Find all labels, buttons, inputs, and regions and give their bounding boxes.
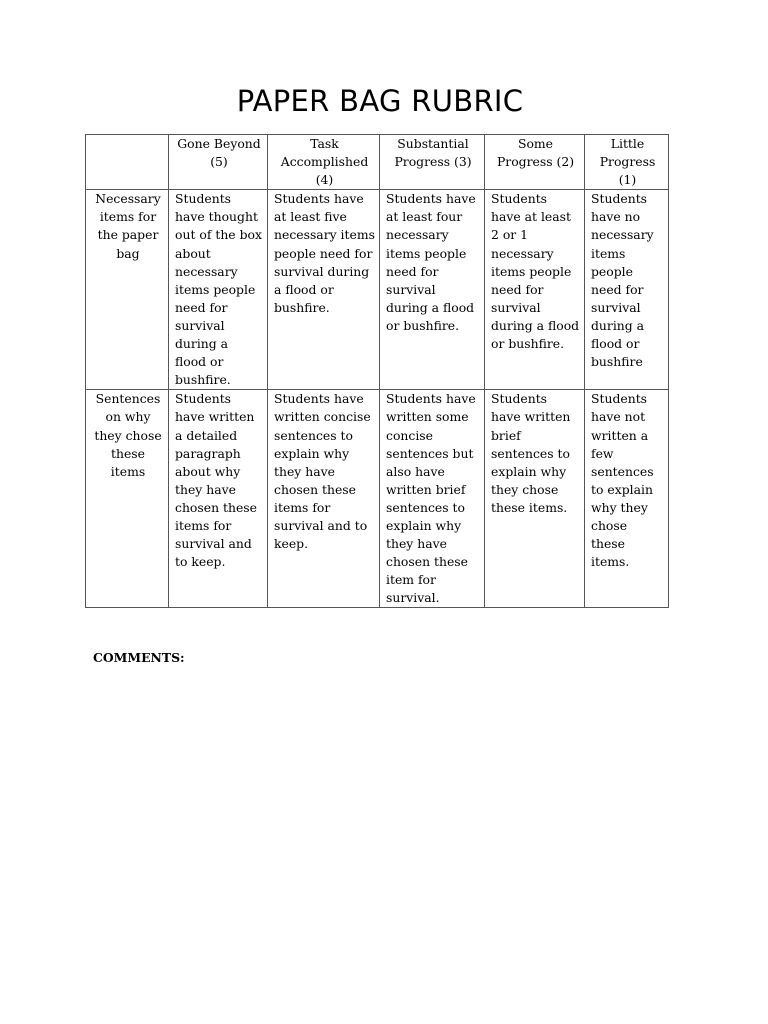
table-cell: Students have at least five necessary items people need for survival during a flood or bushfire. xyxy=(268,190,380,390)
header-little-progress: Little Progress (1) xyxy=(585,135,669,190)
header-some-progress: Some Progress (2) xyxy=(485,135,585,190)
table-row xyxy=(86,190,669,390)
row-label: Necessary items for the paper bag xyxy=(86,190,169,390)
document-title: PAPER BAG RUBRIC xyxy=(236,84,524,118)
header-substantial-progress: Substantial Progress (3) xyxy=(380,135,485,190)
table-cell: Students have written a detailed paragraph about why they have chosen these items for survival and to keep. xyxy=(169,390,268,608)
table-cell: Students have written some concise sentences but also have written brief sentences to explain why they have chosen these item for survival. xyxy=(380,390,485,608)
table-cell: Students have not written a few sentences to explain why they chose these items. xyxy=(585,390,669,608)
header-task-accomplished: Task Accomplished (4) xyxy=(268,135,380,190)
header-gone-beyond: Gone Beyond (5) xyxy=(169,135,268,190)
rubric-table xyxy=(85,134,669,608)
table-cell: Students have written concise sentences to explain why they have chosen these items for survival and to keep. xyxy=(268,390,380,608)
table-cell: Students have at least 2 or 1 necessary items people need for survival during a flood or bushfire. xyxy=(485,190,585,390)
row-label: Sentences on why they chose these items xyxy=(86,390,169,608)
table-cell: Students have at least four necessary items people need for survival during a flood or bushfire. xyxy=(380,190,485,390)
table-cell: Students have thought out of the box about necessary items people need for survival during a flood or bushfire. xyxy=(169,190,268,390)
table-cell: Students have written brief sentences to explain why they chose these items. xyxy=(485,390,585,608)
table-row xyxy=(86,390,669,608)
table-cell: Students have no necessary items people need for survival during a flood or bushfire xyxy=(585,190,669,390)
header-row xyxy=(86,135,669,190)
header-cell-empty xyxy=(86,135,169,190)
comments-label: COMMENTS: xyxy=(93,650,185,665)
